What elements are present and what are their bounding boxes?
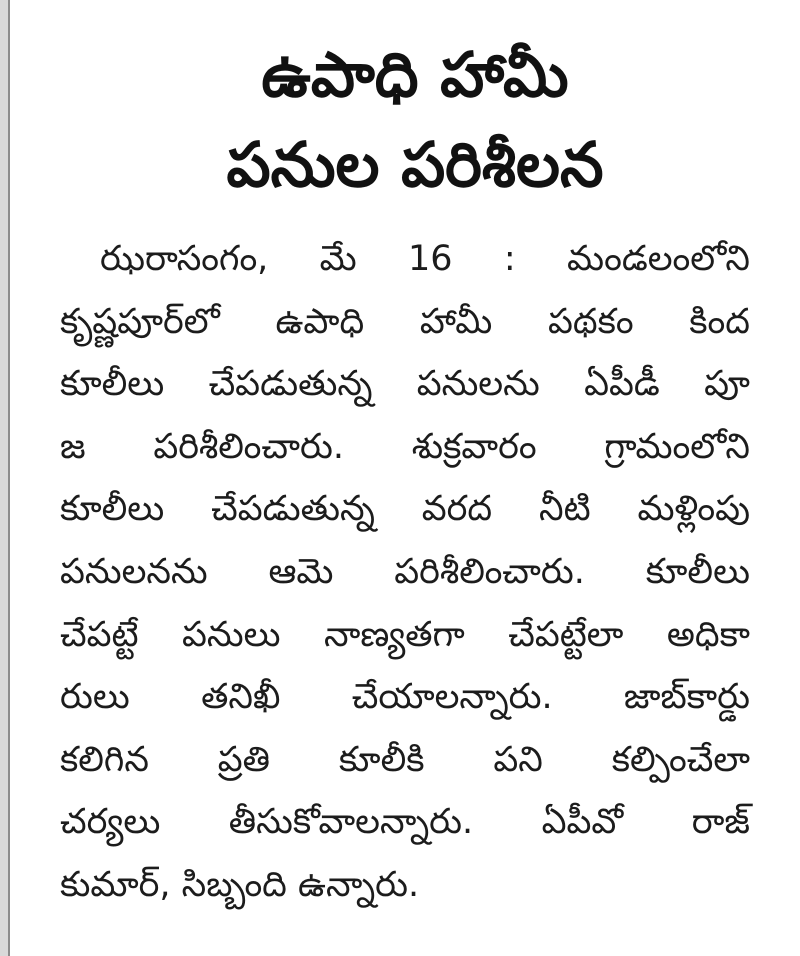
headline-line-2: పనుల పరిశీలన <box>226 128 604 201</box>
body-line: చేపట్టే పనులు నాణ్యతగా చేపట్టేలా అధికా <box>60 614 750 655</box>
column-rule <box>0 0 10 956</box>
headline-line-1: ఉపాధి హామీ <box>261 38 569 111</box>
article-body <box>60 228 750 917</box>
body-line: చర్యలు తీసుకోవాలన్నారు. ఏపీవో రాజ్ <box>60 802 750 843</box>
body-line: కృష్ణపూర్‌లో ఉపాధి హామీ పథకం కింద <box>60 301 750 342</box>
body-line: కలిగిన ప్రతి కూలీకి పని కల్పించేలా <box>60 739 750 780</box>
body-line: కుమార్, సిబ్బంది ఉన్నారు. <box>60 864 420 905</box>
body-line: ఝరాసంగం, మే 16 : మండలంలోని <box>100 239 750 279</box>
body-line: జ పరిశీలించారు. శుక్రవారం గ్రామంలోని <box>60 426 750 467</box>
body-line: రులు తనిఖీ చేయాలన్నారు. జాబ్‌కార్డు <box>60 677 750 718</box>
body-line: కూలీలు చేపడుతున్న వరద నీటి మళ్లింపు <box>60 489 750 530</box>
body-line: పనులనను ఆమె పరిశీలించారు. కూలీలు <box>60 551 750 592</box>
body-line: కూలీలు చేపడుతున్న పనులను ఏపీడీ పూ <box>60 364 750 405</box>
